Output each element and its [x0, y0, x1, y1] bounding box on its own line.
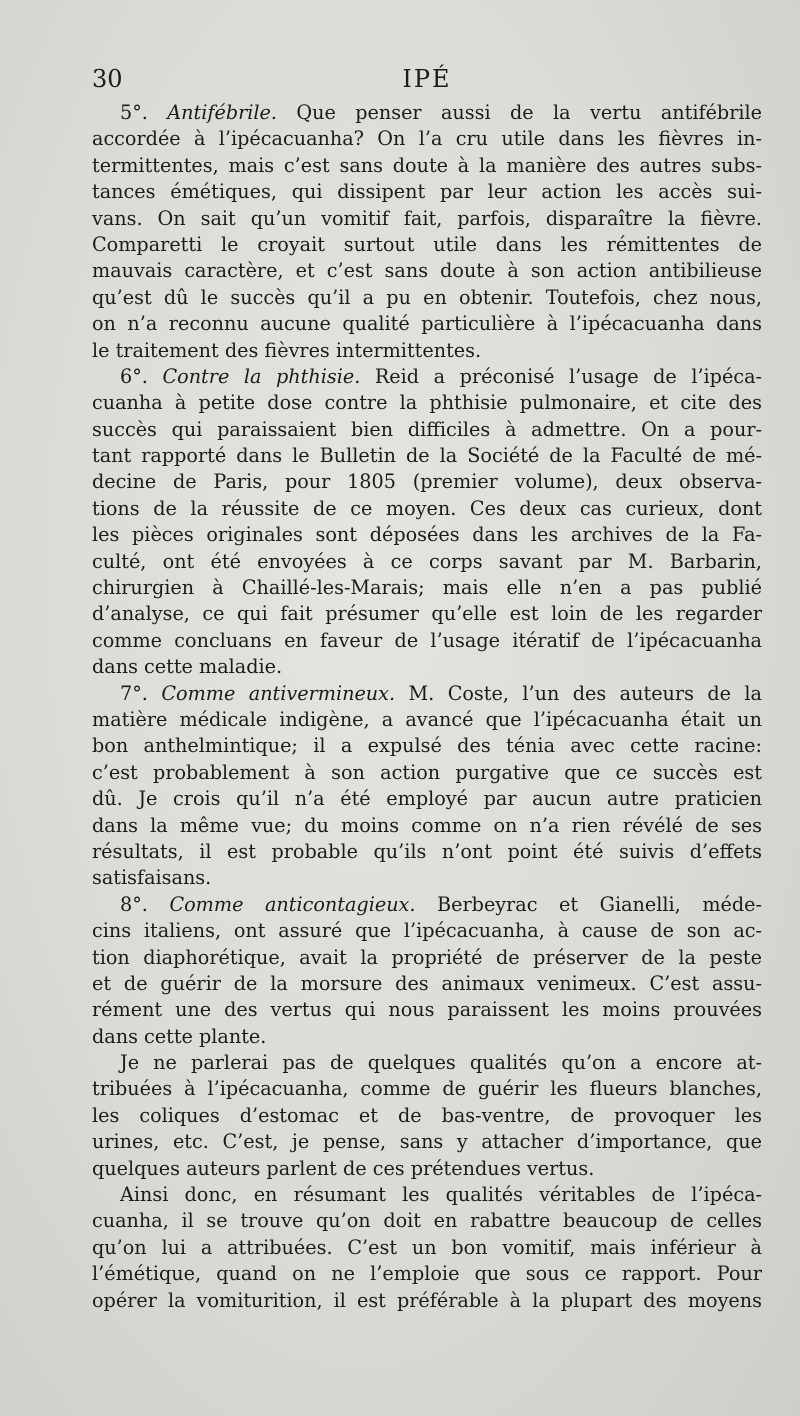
line-text: Que penser aussi de la vertu antifébrile — [277, 101, 762, 124]
text-line — [92, 153, 762, 179]
line-text: culté, ont été envoyées à ce corps savant par M. Barbarin, — [92, 549, 762, 573]
line-text: accordée à l’ipécacuanha? On l’a cru utile dans les fièvres in- — [92, 127, 762, 151]
text-line — [92, 892, 762, 918]
line-text: et de guérir de la morsure des animaux venimeux. C’est assu- — [92, 971, 762, 995]
text-line — [92, 364, 762, 390]
line-text: decine de Paris, pour 1805 (premier volume), deux observa- — [92, 470, 762, 494]
running-head: IPÉ — [402, 65, 452, 93]
line-text: cuanha à petite dose contre la phthisie pulmonaire, et cite des — [92, 391, 762, 415]
line-text: matière médicale indigène, a avancé que l’ipécacuanha était un — [92, 707, 762, 731]
line-text: dû. Je crois qu’il n’a été employé par aucun autre praticien — [92, 787, 762, 811]
text-line — [92, 126, 762, 152]
line-text: tions de la réussite de ce moyen. Ces deux cas curieux, dont — [92, 496, 762, 520]
line-text: les pièces originales sont déposées dans les archives de la Fa- — [92, 523, 762, 547]
line-text: d’analyse, ce qui fait présumer qu’elle est loin de les regarder — [92, 602, 762, 626]
text-line — [92, 1156, 762, 1182]
line-text: bon anthelmintique; il a expulsé des ténia avec cette racine: — [92, 734, 762, 758]
line-text: tances émétiques, qui dissipent par leur action les accès sui- — [92, 180, 762, 204]
text-line — [92, 496, 762, 522]
text-line — [92, 760, 762, 786]
section-heading: Antifébrile. — [167, 101, 277, 124]
line-text: vans. On sait qu’un vomitif fait, parfois, disparaître la fièvre. — [92, 206, 762, 230]
text-line — [92, 285, 762, 311]
line-text: rément une des vertus qui nous paraissent les moins prouvées — [92, 998, 762, 1022]
section-heading: Comme anticontagieux. — [169, 892, 416, 916]
line-text: Je ne parlerai pas de quelques qualités qu’on a encore at- — [120, 1051, 762, 1075]
text-line — [92, 971, 762, 997]
line-text: tant rapporté dans le Bulletin de la Société de la Faculté de mé- — [92, 444, 762, 468]
page-header — [92, 66, 762, 96]
line-text: dans cette maladie. — [92, 655, 283, 679]
text-line — [92, 1208, 762, 1234]
line-text: M. Coste, l’un des auteurs de la — [395, 681, 762, 705]
body-text — [92, 100, 762, 1314]
line-text: Comparetti le croyait surtout utile dans les rémittentes de — [92, 232, 762, 256]
text-line — [92, 918, 762, 944]
text-line — [92, 1182, 762, 1208]
line-text: dans cette plante. — [92, 1024, 267, 1048]
line-text: qu’est dû le succès qu’il a pu en obtenir. Toutefois, chez nous, — [92, 285, 762, 309]
text-line — [92, 654, 762, 680]
text-line — [92, 839, 762, 865]
line-text: résultats, il est probable qu’ils n’ont point été suivis d’effets — [92, 839, 762, 863]
text-line — [92, 813, 762, 839]
text-line — [92, 206, 762, 232]
text-line — [92, 1129, 762, 1155]
text-line — [92, 1050, 762, 1076]
text-line — [92, 417, 762, 443]
line-text: le traitement des fièvres intermittentes. — [92, 338, 482, 362]
text-line — [92, 1235, 762, 1261]
line-text: opérer la vomiturition, il est préférable à la plupart des moyens — [92, 1288, 762, 1312]
line-text: qu’on lui a attribuées. C’est un bon vomitif, mais inférieur à — [92, 1235, 762, 1259]
line-text: l’émétique, quand on ne l’emploie que sous ce rapport. Pour — [92, 1262, 762, 1286]
text-line — [92, 601, 762, 627]
text-line — [92, 1024, 762, 1050]
line-text: dans la même vue; du moins comme on n’a rien révélé de ses — [92, 813, 762, 837]
text-line — [92, 522, 762, 548]
text-line — [92, 549, 762, 575]
section-heading: Comme antivermineux. — [161, 681, 396, 705]
text-line — [92, 338, 762, 364]
line-text: cins italiens, ont assuré que l’ipécacuanha, à cause de son ac- — [92, 919, 762, 943]
line-text: les coliques d’estomac et de bas-ventre, de provoquer les — [92, 1103, 762, 1127]
text-line — [92, 258, 762, 284]
text-line — [92, 707, 762, 733]
line-text: Ainsi donc, en résumant les qualités véritables de l’ipéca- — [120, 1183, 762, 1207]
text-line — [92, 733, 762, 759]
text-line — [92, 390, 762, 416]
text-line — [92, 786, 762, 812]
section-number: 5°. — [120, 101, 168, 124]
text-line — [92, 1076, 762, 1102]
text-line — [92, 469, 762, 495]
section-number: 7°. — [120, 681, 162, 705]
section-number: 8°. — [120, 892, 170, 916]
text-line — [92, 1103, 762, 1129]
line-text: satisfaisans. — [92, 866, 212, 890]
text-line — [92, 1261, 762, 1287]
line-text: quelques auteurs parlent de ces prétendues vertus. — [92, 1156, 595, 1180]
text-line — [92, 575, 762, 601]
line-text: Berbeyrac et Gianelli, méde- — [415, 892, 762, 916]
line-text: tion diaphorétique, avait la propriété de préserver de la peste — [92, 945, 762, 969]
line-text: cuanha, il se trouve qu’on doit en rabattre beaucoup de celles — [92, 1209, 762, 1233]
text-line — [92, 232, 762, 258]
line-text: on n’a reconnu aucune qualité particulière à l’ipécacuanha dans — [92, 312, 762, 336]
text-line — [92, 1288, 762, 1314]
section-number: 6°. — [120, 364, 163, 388]
page-number: 30 — [92, 65, 123, 93]
text-line — [92, 865, 762, 891]
line-text: Reid a préconisé l’usage de l’ipéca- — [360, 364, 762, 388]
text-line — [92, 681, 762, 707]
text-line — [92, 100, 762, 126]
line-text: succès qui paraissaient bien difficiles à admettre. On a pour- — [92, 417, 762, 441]
text-line — [92, 443, 762, 469]
text-line — [92, 179, 762, 205]
line-text: termittentes, mais c’est sans doute à la manière des autres subs- — [92, 153, 762, 177]
line-text: chirurgien à Chaillé-les-Marais; mais elle n’en a pas publié — [92, 576, 762, 600]
text-line — [92, 997, 762, 1023]
text-line — [92, 628, 762, 654]
line-text: comme concluans en faveur de l’usage itératif de l’ipécacuanha — [92, 628, 762, 652]
line-text: c’est probablement à son action purgative que ce succès est — [92, 760, 762, 784]
line-text: urines, etc. C’est, je pense, sans y attacher d’importance, que — [92, 1130, 762, 1154]
line-text: mauvais caractère, et c’est sans doute à son action antibilieuse — [92, 259, 762, 283]
text-line — [92, 311, 762, 337]
text-line — [92, 945, 762, 971]
line-text: tribuées à l’ipécacuanha, comme de guérir les flueurs blanches, — [92, 1077, 762, 1101]
section-heading: Contre la phthisie. — [162, 364, 361, 388]
